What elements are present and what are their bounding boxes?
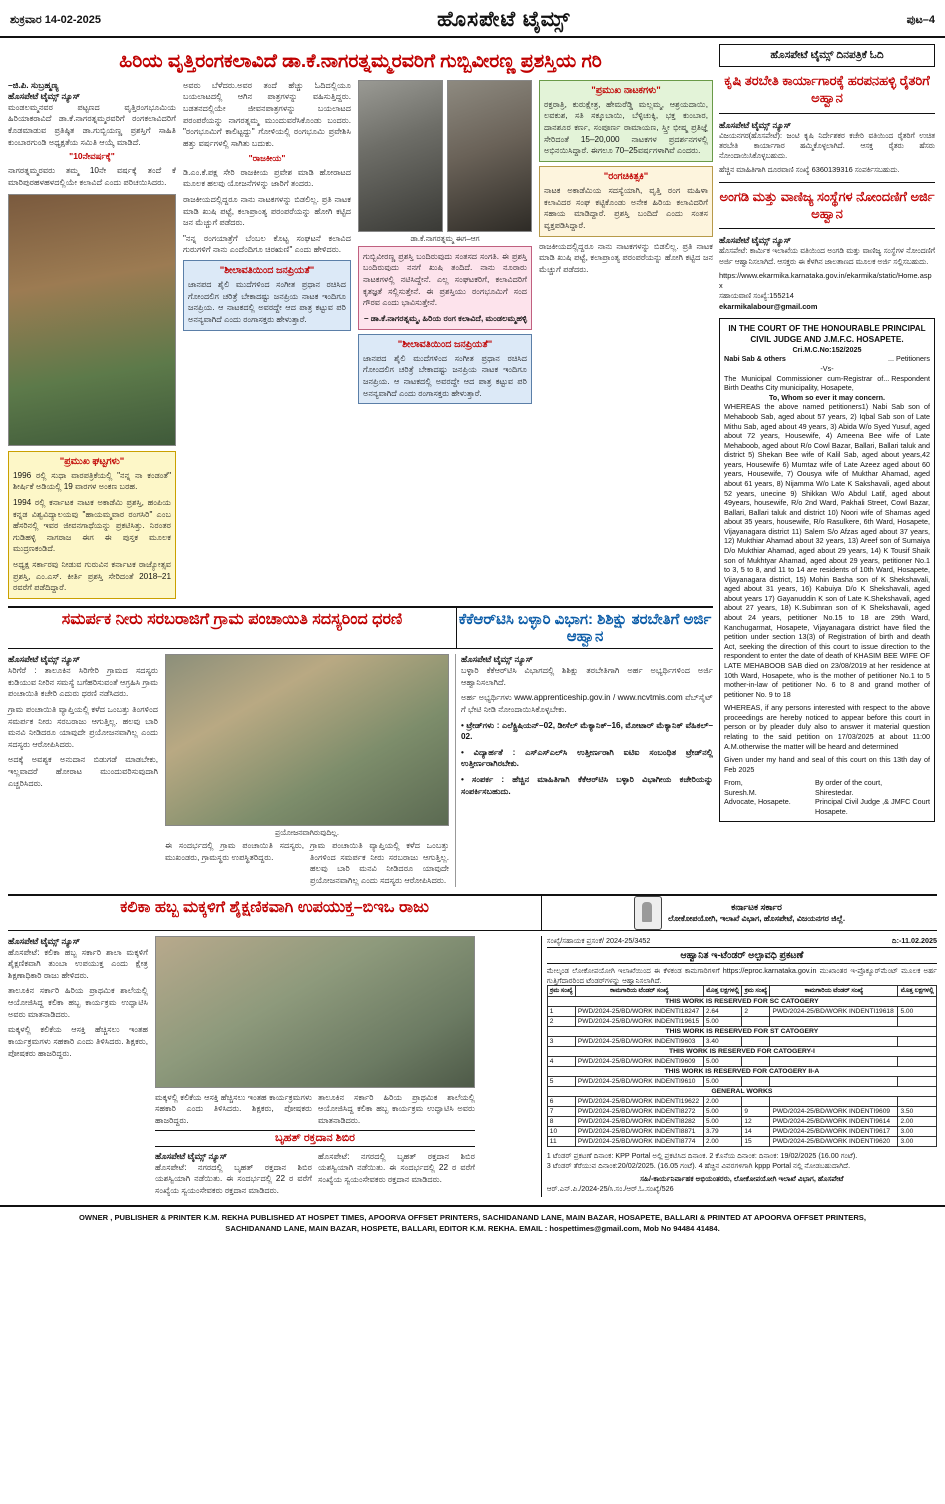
tender-header-row	[547, 986, 936, 997]
court-from-name: Suresh.M.	[724, 787, 757, 797]
cell-work2	[770, 1097, 898, 1107]
quote-text: ಗುಬ್ಬಿವೀರಣ್ಣ ಪ್ರಶಸ್ತಿ ಬಂದಿರುವುದು ಸಂತಸದ ಸಂಗತಿ. ಈ ಪ್ರಶಸ್ತಿ ಬಂದಿರುವುದು ನನಗೆ ಖುಷಿ ತಂದಿದೆ. ನಾನು ನೂರಾರು ನಾಟಕಗಳಲ್ಲಿ ನಟಿಸಿದ್ದೇನೆ. ಎಲ್ಲ ಸಂಘಟಕರಿಗೆ, ಕಲಾವಿದರಿಗೆ ಕೃತಜ್ಞತೆ ಸಲ್ಲಿಸುತ್ತೇನೆ. ಈ ಪ್ರಶಸ್ತಿಯು ರಂಗಭೂಮಿಗೆ ಸಂದ ಗೌರವ ಎಂದು ಭಾವಿಸುತ್ತೇನೆ.	[363, 251, 527, 308]
milestones-line2: 1994 ರಲ್ಲಿ ಕರ್ನಾಟಕ ನಾಟಕ ಅಕಾಡೆಮಿ ಪ್ರಶಸ್ತಿ, ಹಂಪಿಯ ಕನ್ನಡ ವಿಶ್ವವಿದ್ಯಾಲಯವು "ಹಾಯಮ್ಮವಾರ ರಂಗಸಿರಿ" ಎಂಬ ಹೆಸರಿನಲ್ಲಿ ಇವರ ಜೀವನಗಾಥೆಯನ್ನು ಪ್ರಕಟಿಸಿತ್ತು. ನಿರಂತರ ಗುಡಿಹಳ್ಳಿ ನಾಗರಾಜ ಈಗ ಈ ಪುಸ್ತಕ ಮೂಲಕ ಮುದ್ರಣಕಂಡಿದೆ.	[13, 497, 171, 554]
lead-col-3	[358, 80, 532, 599]
cell-sl: 3	[547, 1037, 575, 1047]
shop-ad-title: ಅಂಗಡಿ ಮತ್ತು ವಾಣಿಜ್ಯ ಸಂಸ್ಥೆಗಳ ನೋಂದಣಿಗೆ ಅರ್ಜಿ ಅಹ್ವಾನ	[719, 188, 935, 221]
table-row	[547, 1127, 936, 1137]
tender-ref-no: ಸಂಖ್ಯೆ/ಸಹಾಯಕ ಪ್ರಸಂಕೆ/ 2024-25/3452	[546, 935, 651, 945]
table-row	[547, 1057, 936, 1067]
rangachikitsaki-box	[539, 166, 713, 237]
shilavathi-text: ಜಾನಪದ ಶೈಲಿ ಮುದೆಗಳಿಂದ ಸಂಗೀತ ಪ್ರಧಾನ ರಚಿಸಿದ ಗೋಂದಲಿಗ ಚರಿತ್ರೆ ಬೇಕಾದಷ್ಟು ಜನಪ್ರಿಯ ನಾಟಕ ಇಂದಿಗೂ ಜನಪ್ರಿಯ. ಆ ನಾಟಕದಲ್ಲಿ ಅವರದ್ದೇ ಆದ ಪಾತ್ರ ಕಟ್ಟುವ ಪರಿ ಅನನ್ಯವಾಗಿದೆ ಎಂದು ರಂಗಾಸಕ್ತರು ಹೇಳುತ್ತಾರೆ.	[363, 353, 527, 398]
cell-work: PWD/2024-25/BD/WORK INDENTI18247	[575, 1007, 703, 1017]
lead-col-1	[8, 80, 176, 599]
bottom-story-title: ಕಲಿಕಾ ಹಬ್ಬ ಮಕ್ಕಳಿಗೆ ಶೈಕ್ಷಣಿಕವಾಗಿ ಉಪಯುಕ್ತ–ಬಿಇಒ ರಾಜು	[120, 898, 429, 916]
cell-amt: 5.00	[703, 1107, 742, 1117]
page-body	[0, 38, 945, 887]
apprentice-story	[455, 654, 713, 887]
shop-ad-text: ಹೊಸಪೇಟೆ: ಕಾರ್ಮಿಕ ಇಲಾಖೆಯ ವತಿಯಿಂದ ಅಂಗಡಿ ಮತ್ತು ವಾಣಿಜ್ಯ ಸಂಸ್ಥೆಗಳ ನೋಂದಣಿಗೆ ಅರ್ಜಿ ಆಹ್ವಾನಿಸಲಾಗಿದೆ. ಆಸಕ್ತರು ಈ ಕೆಳಗಿನ ಜಾಲತಾಣದ ಮೂಲಕ ಅರ್ಜಿ ಸಲ್ಲಿಸಬಹುದು.	[719, 246, 935, 266]
cell-amt: 2.00	[703, 1137, 742, 1147]
agri-ad-text: ವಿಜಯನಗರ(ಹೊಸಪೇಟೆ): ಜಂಟಿ ಕೃಷಿ ನಿರ್ದೇಶಕರ ಕಚೇರಿ ವತಿಯಿಂದ ರೈತರಿಗೆ ಉಚಿತ ತರಬೇತಿ ಕಾರ್ಯಾಗಾರ ಹಮ್ಮಿಕೊಳ್ಳಲಾಗಿದೆ. ಆಸಕ್ತ ರೈತರು ಹೆಸರು ನೋಂದಾಯಿಸಿಕೊಳ್ಳಬಹುದು.	[719, 130, 935, 161]
cell-amt: 2.00	[703, 1097, 742, 1107]
cell-work2	[770, 1077, 898, 1087]
blood-text-dup: ಹೊಸಪೇಟೆ: ನಗರದಲ್ಲಿ ಬೃಹತ್ ರಕ್ತದಾನ ಶಿಬಿರ ಯಶಸ್ವಿಯಾಗಿ ನಡೆಯಿತು. ಈ ಸಂದರ್ಭದಲ್ಲಿ 22 ರ ವರೆಗೆ ಸಂಖ್ಯೆಯ ಸ್ವಯಂಸೇವಕರು ರಕ್ತದಾನ ಮಾಡಿದರು.	[318, 1151, 475, 1185]
band-st: THIS WORK IS RESERVED FOR ST CATOGERY	[547, 1027, 936, 1037]
bottom-text2: ತಾಲೂಕಿನ ಸರ್ಕಾರಿ ಹಿರಿಯ ಪ್ರಾಥಮಿಕ ಶಾಲೆಯಲ್ಲಿ ಆಯೋಜಿಸಿದ್ದ ಕಲಿಕಾ ಹಬ್ಬ ಕಾರ್ಯಕ್ರಮ ಉದ್ಘಾಟಿಸಿ ಅವರು ಮಾತನಾಡಿದರು.	[8, 986, 148, 1019]
ranga-box-title: "ಶೀಲಾವತಿಯಿಂದ ಜನಪ್ರಿಯತೆ"	[219, 265, 315, 277]
cell-sl2: 15	[742, 1137, 770, 1147]
bottom-section	[0, 894, 945, 1197]
cell-amt: 5.00	[703, 1017, 742, 1027]
cell-amt: 5.00	[703, 1057, 742, 1067]
cell-amt2	[898, 1077, 937, 1087]
court-vs: -Vs-	[820, 364, 834, 374]
ranga-box-text: ಜಾನಪದ ಶೈಲಿ ಮುದೆಗಳಿಂದ ಸಂಗೀತ ಪ್ರಧಾನ ರಚಿಸಿದ ಗೋಂದಲಿಗ ಚರಿತ್ರೆ ಬೇಕಾದಷ್ಟು ಜನಪ್ರಿಯ ನಾಟಕ ಇಂದಿಗೂ ಜನಪ್ರಿಯ. ಆ ನಾಟಕದಲ್ಲಿ ಅವರದ್ದೇ ಆದ ಪಾತ್ರ ಕಟ್ಟುವ ಪರಿ ಅನನ್ಯವಾಗಿದೆ ಎಂದು ರಂಗಾಸಕ್ತರು ಹೇಳುತ್ತಾರೆ.	[188, 280, 346, 324]
masthead-title: ಹೊಸಪೇಟೆ ಟೈಮ್ಸ್	[437, 8, 571, 31]
cell-amt: 3.40	[703, 1037, 742, 1047]
lead-col2-text2: ಡಿ.ಎಂ.ಕೆ.ಪಕ್ಷ ಸೇರಿ ರಾಜಕೀಯ ಪ್ರವೇಶ ಮಾಡಿ ಹೋರಾಟದ ಮೂಲಕ ಹಲವು ಯೋಜನೆಗಳನ್ನು ಜಾರಿಗೆ ತಂದರು.	[183, 167, 351, 189]
agri-ad-dateline: ಹೊಸಪೇಟೆ ಟೈಮ್ಸ್ ನ್ಯೂಸ್	[719, 119, 792, 130]
shop-ad-dateline: ಹೊಸಪೇಟೆ ಟೈಮ್ಸ್ ನ್ಯೂಸ್	[719, 235, 792, 246]
band-general: GENERAL WORKS	[547, 1087, 936, 1097]
table-row	[547, 1077, 936, 1087]
cell-amt2: 3.00	[898, 1127, 937, 1137]
milestones-line1: 1996 ರಲ್ಲಿ ಸುಧಾ ವಾರಪತ್ರಿಕೆಯಲ್ಲಿ "ನನ್ನ ನಾ ಕಂಡಂತೆ" ಶೀರ್ಷಿಕೆ ಅಡಿಯಲ್ಲಿ 19 ವಾರಗಳ ಅಂಕಣ ಬರಹ.	[13, 470, 171, 492]
rangachikitsaki-text: ನಾಟಕ ಅಕಾಡೆಮಿಯ ಸದಸ್ಯೆಯಾಗಿ, ವೃತ್ತಿ ರಂಗ ಮಹಿಳಾ ಕಲಾವಿದರ ಸಂಘ ಕಟ್ಟಿಕೊಂಡು ಅನೇಕ ಹಿರಿಯ ಕಲಾವಿದರಿಗೆ ಸಹಾಯ ಮಾಡಿದ್ದಾರೆ. ಪ್ರಶಸ್ತಿ ಬಂದಿದೆ ಎಂದು ಸಂತಸ ವ್ಯಕ್ತಪಡಿಸಿದ್ದಾರೆ.	[544, 185, 708, 230]
portrait-young	[358, 80, 443, 232]
bottom-dateline: ಹೊಸಪೇಟೆ ಟೈಮ್ಸ್ ನ್ಯೂಸ್	[8, 935, 81, 946]
band-sc: THIS WORK IS RESERVED FOR SC CATOGERY	[547, 997, 936, 1007]
shop-ad-url[interactable]: https://www.ekarmika.karnataka.gov.in/ekarmika/static/Home.aspx	[719, 270, 932, 291]
cell-sl: 11	[547, 1137, 575, 1147]
mid-story	[8, 654, 449, 887]
cell-amt2	[898, 1057, 937, 1067]
th-sl-2: ಕ್ರಮ ಸಂಖ್ಯೆ	[742, 986, 770, 997]
footer-line-2: SACHIDANAND LANE, MAIN BAZAR, HOSPETE, BALLARI, EDITOR K.M. REKHA. EMAIL : hospettimes@gmail.com, Mob No 94484 41484.	[225, 1224, 720, 1234]
court-case-no: Cri.M.C.No:152/2025	[792, 344, 862, 354]
apprentice-dateline: ಹೊಸಪೇಟೆ ಟೈಮ್ಸ್ ನ್ಯೂಸ್	[461, 654, 534, 664]
cell-sl2: 2	[742, 1007, 770, 1017]
footer-line-1: OWNER , PUBLISHER & PRINTER K.M. REKHA PUBLISHED AT HOSPET TIMES, APOORVA OFFSET PRINTERS, SACHIDANAND LANE, MAIN BAZAR, HOSAPETE, BALLARI & PRINTED AT APOORVA OFFSET PRINTERS,	[79, 1212, 866, 1222]
bottom-text3: ಮಕ್ಕಳಲ್ಲಿ ಕಲಿಕೆಯ ಆಸಕ್ತಿ ಹೆಚ್ಚಿಸಲು ಇಂತಹ ಕಾರ್ಯಕ್ರಮಗಳು ಸಹಕಾರಿ ಎಂದು ತಿಳಿಸಿದರು. ಶಿಕ್ಷಕರು, ಪೋಷಕರು ಹಾಜರಿದ್ದರು.	[8, 1025, 148, 1058]
apprentice-text4: • ವಿದ್ಯಾರ್ಹತೆ : ಎಸ್‌ಎಸ್‌ಎಲ್‌ಸಿ ಉತ್ತೀರ್ಣರಾಗಿ ಐಟಿಐ ಸಂಬಂಧಿತ ಟ್ರೇಡ್‌ನಲ್ಲಿ ಉತ್ತೀರ್ಣರಾಗಿರಬೇಕು.	[461, 747, 713, 769]
cell-amt: 2.64	[703, 1007, 742, 1017]
lead-col-4	[539, 80, 713, 599]
court-from: From,	[724, 778, 743, 788]
portrait-caption: ಡಾ.ಕೆ.ನಾಗರತ್ನಮ್ಮ ಈಗ–ಆಗ	[410, 233, 480, 243]
th-amt-2: ಮೊತ್ತ ಲಕ್ಷಗಳಲ್ಲಿ	[898, 986, 937, 997]
cell-amt2: 5.00	[898, 1007, 937, 1017]
mid-dateline: ಹೊಸಪೇಟೆ ಟೈಮ್ಸ್ ನ್ಯೂಸ್	[8, 654, 81, 664]
cell-work2	[770, 1017, 898, 1027]
lead-col2-text3: ರಾಜಕೀಯದಲ್ಲಿದ್ದರೂ ನಾನು ನಾಟಕಗಳನ್ನು ಬಿಡಲಿಲ್ಲ. ಪ್ರತಿ ನಾಟಕ ಮಾಡಿ ಖುಷಿ ಪಟ್ಟೆ, ಕಲಾಪ್ರಾಂತ್ಯ ಪರಂಪರೆಯನ್ನು ಹೋಗಿ ಕಟ್ಟಿದ ಜನ ಮೆಚ್ಚುಗೆ ಪಡೆದರು.	[183, 194, 351, 228]
mid-text1: ಸಿರಿಗೆರೆ : ತಾಲೂಕಿನ ಸಿರಿಗೇರಿ ಗ್ರಾಮದ ಸದಸ್ಯರು ಕುಡಿಯುವ ನೀರಿನ ಸಮಸ್ಯೆ ಬಗೆಹರಿಸುವಂತೆ ಆಗ್ರಹಿಸಿ ಗ್ರಾಮ ಪಂಚಾಯಿತಿ ಕಚೇರಿ ಎದುರು ಧರಣಿ ನಡೆಸಿದರು.	[8, 666, 158, 699]
page-footer	[0, 1205, 945, 1243]
cell-sl2	[742, 1057, 770, 1067]
cell-work2: PWD/2024-25/BD/WORK INDENTI9614	[770, 1117, 898, 1127]
shilavathi-title: "ಶೀಲಾವತಿಯಿಂದ ಜನಪ್ರಿಯತೆ"	[397, 338, 493, 350]
subscribe-banner[interactable]: ಹೊಸಪೇಟೆ ಟೈಮ್ಸ್ ದಿನಪತ್ರಿಕೆ ಓದಿ	[719, 44, 935, 67]
tender-notice-sub: ಮೇಲ್ಕಂಡ ಲೋಕೋಪಯೋಗಿ ಇಲಾಖೆಯಿಂದ ಈ ಕೆಳಕಂಡ ಕಾಮಗಾರಿಗಳಿಗೆ https://eproc.karnataka.gov.in ಮುಖಾಂತರ ಇ-ಪ್ರೊಕ್ಯೂರ್‌ಮೆಂಟ್ ಮೂಲಕ ಅರ್ಹ ಗುತ್ತಿಗೆದಾರರಿಂದ ಟೆಂಡರ್‌ಗಳನ್ನು ಆಹ್ವಾನಿಸಲಾಗಿದೆ.	[546, 966, 937, 985]
court-body-1: WHEREAS the above named petitioners1) Nabi Sab son of Mehaboob Sab, aged about 57 years, 2) Iqbal Sab son of Late Mithu Sab, aged about 49 years, 3) Abida W/o Syed Yusuf, aged about 72 years, Housewife, 4) Ameena Bee wife of Late Mehaboob, aged about R/o Cowl Bazar, Ballari, Ballari taluk and district 5) Shekan Bee wife of Kalil Sab, aged about years,42 years, Housewife 6) Mumtaz wife of Late Azeez aged about 60 years, Housewife, 7) Oousya wife of Mukthar Ahamad, aged about 61 years, 8) Nijamma W/o Late K Sakshavali, aged about 52 years, unecine 9) Shikkan W/o Abdul Latif, aged about 49years, housewife, R/o 2nd Ward, Pakhali Street, Cowl Bazar, Ballari, Ballari taluk and district 10) Noori wife of Shamas aged about 35 years, housewife, R/o Rasulkere, 6th Ward, Hosapete, Vijayanagara district 11) Salem S/o Afzas aged about 37 years, 12) Mukthiar Ahamad about 32 years, 13) Areef son of Sumaiya D/o Mukthiar Ahamad, aged about 29 years, 14) K Tousif Shaik son of Mukhtyar Ahamad, aged about 29 years, petitioner No.1 to 3, 5 to 8, and 11 to 14 are residents of 10th Ward, Hosapete, Vijayanagara district, 15) Mohin Basha son of K Shekshavali, aged about 31 years, 16) Kabuiya D/o K Shekshavali, aged about years 17) Gayanuddin K son of Late K.Shekshavali, aged about 27 years, 18) K.Subimran son of K Shekshavali, aged about 24 years, petitioner No.15 to 18 are 29th Ward, Kanchugarmat, Hosapete, Vijayanagara district have filed the petition under section 13(3) of Registration of birth and death Act, seeking the direction of this court to issue direction to the respondent to enter the date of death of KHASIM BEE WIFE OF LATE MEHABOOB SAB died on 23/08/2019 at her residence at 10th Ward, Hosapete, who is the mother of petitioner No.1 to 5 mother-in-law of petitioner No. 6 to 8 and grand mother of petitioner No. 9 to 18	[724, 402, 930, 699]
tender-footnote-3: ಸಹಿ/-ಕಾರ್ಯನಿರ್ವಾಹಕ ಅಭಿಯಂತರರು, ಲೋಕೋಪಯೋಗಿ ಇಲಾಖೆ ವಿಭಾಗ, ಹೊಸಪೇಟೆ	[640, 1174, 844, 1184]
court-petitioner-label: ... Petitioners	[888, 354, 930, 364]
shop-ad-phone: ಸಹಾಯವಾಣಿ ಸಂಖ್ಯೆ:155214	[719, 291, 794, 301]
lead-photo-drama	[8, 194, 176, 446]
table-row	[547, 1037, 936, 1047]
cell-work2: PWD/2024-25/BD/WORK INDENTI9617	[770, 1127, 898, 1137]
right-rail	[719, 44, 935, 887]
cell-work: PWD/2024-25/BD/WORK INDENTI8282	[575, 1117, 703, 1127]
mid-text2-dup: ಗ್ರಾಮ ಪಂಚಾಯಿತಿ ವ್ಯಾಪ್ತಿಯಲ್ಲಿ ಕಳೆದ ಒಂಬತ್ತು ತಿಂಗಳಿಂದ ಸಮರ್ಪಕ ನೀರು ಸರಬರಾಜು ಆಗುತ್ತಿಲ್ಲ. ಹಲವು ಬಾರಿ ಮನವಿ ನೀಡಿದರೂ ಯಾವುದೇ ಪ್ರಯೋಜನವಾಗಿಲ್ಲ ಎಂದು ಸದಸ್ಯರು ಆರೋಪಿಸಿದರು.	[310, 841, 449, 885]
mid-text3: ಅದಕ್ಕೆ ಅವಶ್ಯಕ ಅನುದಾನ ಬಿಡುಗಡೆ ಮಾಡಬೇಕು, ಇಲ್ಲವಾದರೆ ಹೋರಾಟ ಮುಂದುವರಿಸುವುದಾಗಿ ಎಚ್ಚರಿಸಿದರು.	[8, 755, 158, 788]
shilavathi-box	[358, 334, 532, 405]
cell-amt2	[898, 1017, 937, 1027]
table-row	[547, 1017, 936, 1027]
cell-sl2	[742, 1037, 770, 1047]
cell-work: PWD/2024-25/BD/WORK INDENTI19615	[575, 1017, 703, 1027]
protest-photo	[165, 654, 449, 826]
cell-amt2: 3.00	[898, 1137, 937, 1147]
ranga-box	[183, 260, 351, 331]
cell-sl2	[742, 1017, 770, 1027]
cell-sl: 2	[547, 1017, 575, 1027]
quote-box	[358, 246, 532, 330]
cell-work2	[770, 1037, 898, 1047]
cell-work2: PWD/2024-25/BD/WORK INDENTI9609	[770, 1107, 898, 1117]
portrait-old	[447, 80, 532, 232]
milestones-title: "ಪ್ರಮುಖ ಘಟ್ಟಗಳು"	[59, 455, 125, 467]
court-order-name: Shirestedar.	[815, 787, 854, 797]
milestones-line3: ಅಧ್ಯಕ್ಷ ಸರ್ಕಾರವು ನೀಡುವ ಗುರುವಿನ ಕರ್ನಾಟಕ ರಾಜ್ಯೋತ್ಸವ ಪ್ರಶಸ್ತಿ, ಎಂ.ಎಸ್. ಕೀರ್ತಿ ಪ್ರಶಸ್ತಿ ಸೇರಿದಂತೆ 2018–21 ರವರೆಗೆ ಪಡೆದಿದ್ದಾರೆ.	[13, 560, 171, 593]
bottom-text1: ಹೊಸಪೇಟೆ: ಕಲಿಕಾ ಹಬ್ಬ ಸರ್ಕಾರಿ ಶಾಲಾ ಮಕ್ಕಳಿಗೆ ಶೈಕ್ಷಣಿಕವಾಗಿ ತುಂಬಾ ಉಪಯುಕ್ತ ಎಂದು ಕ್ಷೇತ್ರ ಶಿಕ್ಷಣಾಧಿಕಾರಿ ರಾಜು ಹೇಳಿದರು.	[8, 947, 148, 980]
main-content	[8, 44, 713, 887]
court-body-3: Given under my hand and seal of this court on this 13th day of Feb 2025	[724, 755, 930, 774]
rangachikitsaki-title: "ರಂಗಚಿಕಿತ್ಸಕಿ"	[603, 170, 649, 182]
plays-title: "ಪ್ರಮುಖ ನಾಟಕಗಳು"	[591, 84, 661, 96]
mid-text2: ಗ್ರಾಮ ಪಂಚಾಯಿತಿ ವ್ಯಾಪ್ತಿಯಲ್ಲಿ ಕಳೆದ ಒಂಬತ್ತು ತಿಂಗಳಿಂದ ಸಮರ್ಪಕ ನೀರು ಸರಬರಾಜು ಆಗುತ್ತಿಲ್ಲ. ಹಲವು ಬಾರಿ ಮನವಿ ನೀಡಿದರೂ ಯಾವುದೇ ಪ್ರಯೋಜನವಾಗಿಲ್ಲ ಎಂದು ಸದಸ್ಯರು ಆರೋಪಿಸಿದರು.	[8, 704, 158, 749]
bottom-text2-dup: ತಾಲೂಕಿನ ಸರ್ಕಾರಿ ಹಿರಿಯ ಪ್ರಾಥಮಿಕ ಶಾಲೆಯಲ್ಲಿ ಆಯೋಜಿಸಿದ್ದ ಕಲಿಕಾ ಹಬ್ಬ ಕಾರ್ಯಕ್ರಮ ಉದ್ಘಾಟಿಸಿ ಅವರು ಮಾತನಾಡಿದರು.	[318, 1092, 475, 1125]
lead-headline: ಹಿರಿಯ ವೃತ್ತಿರಂಗಕಲಾವಿದೆ ಡಾ.ಕೆ.ನಾಗರತ್ನಮ್ಮರವರಿಗೆ ಗುಬ್ಬಿವೀರಣ್ಣ ಪ್ರಶಸ್ತಿಯ ಗರಿ	[119, 51, 602, 72]
lead-dateline: ಹೊಸಪೇಟೆ ಟೈಮ್ಸ್ ನ್ಯೂಸ್	[8, 90, 81, 101]
agri-ad-title: ಕೃಷಿ ತರಬೇತಿ ಕಾರ್ಯಾಗಾರಕ್ಕೆ ಹರಪನಹಳ್ಳಿ ರೈತರಿಗೆ ಅಹ್ವಾನ	[724, 73, 930, 105]
court-heading: IN THE COURT OF THE HONOURABLE PRINCIPAL CIVIL JUDGE AND J.M.F.C. HOSAPETE.	[728, 323, 926, 344]
court-from-role: Advocate, Hosapete.	[724, 797, 791, 807]
cell-work: PWD/2024-25/BD/WORK INDENTI8774	[575, 1137, 703, 1147]
cell-sl: 5	[547, 1077, 575, 1087]
blood-donation-title: ಬೃಹತ್ ರಕ್ತದಾನ ಶಿಬಿರ	[155, 1130, 475, 1146]
cell-sl2: 14	[742, 1127, 770, 1137]
mid-story-title: ಸಮರ್ಪಕ ನೀರು ಸರಬರಾಜಿಗೆ ಗ್ರಾಮ ಪಂಚಾಯಿತಿ ಸದಸ್ಯರಿಂದ ಧರಣಿ	[61, 611, 403, 628]
band-cat2a: THIS WORK IS RESERVED FOR CATOGERY II-A	[547, 1067, 936, 1077]
portrait-pair	[358, 80, 532, 232]
band-cat1: THIS WORK IS RESERVED FOR CATOGERY-I	[547, 1047, 936, 1057]
cell-sl: 10	[547, 1127, 575, 1137]
tender-notice-title: ಆಹ್ವಾನಿತ ಇ-ಟೆಂಡರ್ ಅಲ್ಪಾವಧಿ ಪ್ರಕಟಣೆ	[547, 947, 937, 964]
cell-sl: 6	[547, 1097, 575, 1107]
shop-ad-email[interactable]: ekarmikalabour@gmail.com	[719, 301, 818, 311]
masthead-page-number: ಪುಟ–4	[906, 13, 935, 26]
lead-sub2: "ರಾಜಕೀಯ"	[248, 152, 286, 163]
cell-sl2	[742, 1077, 770, 1087]
lead-sub1: "10ನೇವರ್ಷಕ್ಕೆ"	[69, 151, 115, 162]
blood-dateline: ಹೊಸಪೇಟೆ ಟೈಮ್ಸ್ ನ್ಯೂಸ್	[155, 1150, 228, 1161]
learning-festival-photo	[155, 936, 475, 1088]
tender-gov-line2: ಲೋಕೋಪಯೋಗಿ, ಇಲಾಖೆ ವಿಭಾಗ, ಹೊಸಪೇಟೆ, ವಿಜಯನಗರ ಜಿಲ್ಲೆ.	[667, 914, 846, 924]
tender-date: ದಿ:-11.02.2025	[891, 935, 937, 945]
table-row	[547, 1097, 936, 1107]
milestones-box	[8, 451, 176, 599]
plays-text: ರಕ್ತರಾತ್ರಿ, ಕುರುಕ್ಷೇತ್ರ, ಹೇಮರೆಡ್ಡಿ ಮಲ್ಲಮ್ಮ, ಆಶ್ರಯದಾಯಿ, ಲವಕುಶ, ಸತಿ ಸಕ್ಕೂಬಾಯಿ, ಬೆಳ್ಳಿಚುಕ್ಕಿ, ಭಕ್ತ ಕುಂಬಾರ, ದಾನಶೂರ ಕರ್ಣ, ಸಂಪೂರ್ಣ ರಾಮಾಯಣ, ಸ್ತ್ರೀ ಭೀಷ್ಮ ಪ್ರತಿಜ್ಞೆ ಸೇರಿದಂತೆ 15–20,000 ನಾಟಕಗಳ ಪ್ರದರ್ಶನಗಳಲ್ಲಿ ಅಭಿನಯಿಸಿದ್ದಾರೆ. ಈಗಲೂ 70–25ವರ್ಷಗಳಾಗಿವೆ ಎಂದರು.	[544, 99, 708, 156]
tender-gov-line1: ಕರ್ನಾಟಕ ಸರ್ಕಾರ	[731, 901, 782, 912]
cell-work: PWD/2024-25/BD/WORK INDENTI8272	[575, 1107, 703, 1117]
cell-sl2: 12	[742, 1117, 770, 1127]
plays-box	[539, 80, 713, 162]
table-row	[547, 1107, 936, 1117]
agri-ad	[719, 73, 935, 176]
court-petitioner: Nabi Sab & others	[724, 354, 786, 364]
th-sl-1: ಕ್ರಮ ಸಂಖ್ಯೆ	[547, 986, 575, 997]
cell-sl: 7	[547, 1107, 575, 1117]
lead-col-2	[183, 80, 351, 599]
mid-section-band	[8, 606, 713, 649]
lead-col1-text2: ನಾಗರತ್ನಮ್ಮರವರು ತಮ್ಮ 10ನೇ ವರ್ಷಕ್ಕೆ ತಂದೆ ಕೆ ಮಾರಿಪುರಹಳಹಳದಲ್ಲಿಯೇ ಕಲಾವಿದೆ ಎಂದು ಪರಿಚಯಿಸಿದರು.	[8, 166, 176, 187]
masthead	[0, 0, 945, 38]
table-row	[547, 1007, 936, 1017]
bottom-row	[8, 936, 937, 1197]
lead-col2-text4: "ನನ್ನ ರಂಗಯಾತ್ರೆಗೆ ಬೆಂಬಲ ಕೊಟ್ಟ ಸಂಘಟನೆ ಕಲಾವಿದ ಗುರುಗಳಿಗೆ ನಾನು ಎಂದೆಂದಿಗೂ ಚಿರಋಣಿ" ಎಂದು ಹೇಳಿದರು.	[183, 233, 351, 255]
cell-work: PWD/2024-25/BD/WORK INDENTI8871	[575, 1127, 703, 1137]
apprentice-text3: • ಟ್ರೇಡ್‌ಗಳು : ಎಲೆಕ್ಟ್ರಿಷಿಯನ್–02, ಡೀಸೆಲ್ ಮೆಕ್ಯಾನಿಕ್–16, ಮೋಟಾರ್ ಮೆಕ್ಯಾನಿಕ್ ವೆಹಿಕಲ್–02.	[461, 720, 713, 742]
shop-registration-ad	[719, 189, 935, 312]
court-order-role: Principal Civil Judge ,& JMFC Court Hosapete.	[815, 797, 930, 817]
cell-work: PWD/2024-25/BD/WORK INDENTI9603	[575, 1037, 703, 1047]
th-work-2: ಕಾಮಗಾರಿಯ ಟೆಂಡರ್ ಸಂಖ್ಯೆ	[770, 986, 898, 997]
quote-attribution: – ಡಾ.ಕೆ.ನಾಗರತ್ನಮ್ಮ, ಹಿರಿಯ ರಂಗ ಕಲಾವಿದೆ, ಮಂಡಲಮ್ಮಹಳ್ಳಿ	[363, 313, 527, 323]
cell-work2	[770, 1057, 898, 1067]
cell-work: PWD/2024-25/BD/WORK INDENTI9610	[575, 1077, 703, 1087]
tender-footnote-1: 1 ಟೆಂಡರ್ ಪ್ರಕಟಣೆ ದಿನಾಂಕ: KPP Portal ಅಲ್ಲಿ ಪ್ರಕಟಿಸಿದ ದಿನಾಂಕ. 2 ಕೊನೆಯ ದಿನಾಂಕ: ದಿನಾಂಕ: 19/02/2025 (16.00 ಗಂಟೆ).	[546, 1151, 858, 1161]
cell-work: PWD/2024-25/BD/WORK INDENTI19622	[575, 1097, 703, 1107]
apprentice-text2: ಅರ್ಹ ಅಭ್ಯರ್ಥಿಗಳು www.apprenticeship.gov.in / www.ncvtmis.com ವೆಬ್‌ಸೈಟ್‌ ಗೆ ಭೇಟಿ ನೀಡಿ ನೋಂದಾಯಿಸಿಕೊಳ್ಳಬೇಕು.	[461, 693, 713, 714]
cell-sl: 1	[547, 1007, 575, 1017]
protest-caption: ಪ್ರಯೋಜನವಾಗಿರುವುದಿಲ್ಲ.	[274, 828, 340, 837]
cell-amt2	[898, 1097, 937, 1107]
mid-section	[8, 654, 713, 887]
agri-ad-contact: ಹೆಚ್ಚಿನ ಮಾಹಿತಿಗಾಗಿ ದೂರವಾಣಿ ಸಂಖ್ಯೆ 6360139316 ಸಂಪರ್ಕಿಸಬಹುದು.	[719, 165, 900, 175]
lead-col2-text: ಅವರು ಬೆಳೆದರು.ಅವರ ತಂದೆ ಹೆಚ್ಚು ಓದಿದಲ್ಲಿಯೂ ಬಯಲಾಟದಲ್ಲಿ ಆಗಿನ ಪಾತ್ರಗಳನ್ನು ವಹಿಸುತ್ತಿದ್ದರು. ಬಡತನದಲ್ಲಿಯೇ ಜೀವನಪಾತ್ರಗಳನ್ನು ಬಯಲಾಟದ ಪರಂಪರೆಯನ್ನು ನಾಗರತ್ನಮ್ಮ ಮುಂದುವರೆಸಿಕೊಂಡು ಬಂದರು. "ರಂಗಭೂಮಿಗೆ ಕಾಲಿಟ್ಟದ್ದು" ಗೋಳಿಯಲ್ಲಿ ರಂಗಭೂಮಿ ಪ್ರವೇಶಿಸಿ ಹತ್ತು ವರ್ಷಗಳಲ್ಲಿ ಸಾಗಿತು ಬದುಕು.	[183, 80, 351, 148]
apprentice-title: ಕೆಕೆಆರ್‌ಟಿಸಿ ಬಳ್ಳಾರಿ ವಿಭಾಗ: ಶಿಶಿಕ್ಷು ತರಬೇತಿಗೆ ಅರ್ಜಿ ಆಹ್ವಾನ	[458, 611, 712, 645]
court-respondent-label: ... Respondent	[883, 373, 930, 383]
court-order-by: By order of the court,	[815, 778, 883, 788]
cell-work2: PWD/2024-25/BD/WORK INDENTI9620	[770, 1137, 898, 1147]
cell-amt2: 3.50	[898, 1107, 937, 1117]
cell-amt: 3.79	[703, 1127, 742, 1137]
cell-amt: 5.00	[703, 1077, 742, 1087]
tender-notice	[541, 936, 937, 1197]
th-amt-1: ಮೊತ್ತ ಲಕ್ಷಗಳಲ್ಲಿ	[703, 986, 742, 997]
tender-footnote-2: 3 ಟೆಂಡರ್ ತೆರೆಯುವ ದಿನಾಂಕ:20/02/2025. (16.05 ಗಂಟೆ). 4 ಹೆಚ್ಚಿನ ವಿವರಗಳಿಗಾಗಿ kppp Portal ನಲ್ಲಿ ನೋಡಬಹುದಾಗಿದೆ.	[546, 1160, 851, 1170]
apprentice-text1: ಬಳ್ಳಾರಿ ಕೆಕೆಆರ್‌ಟಿಸಿ ವಿಭಾಗದಲ್ಲಿ ಶಿಶಿಕ್ಷು ತರಬೇತಿಗಾಗಿ ಅರ್ಹ ಅಭ್ಯರ್ಥಿಗಳಿಂದ ಅರ್ಜಿ ಆಹ್ವಾನಿಸಲಾಗಿದೆ.	[461, 666, 713, 687]
court-respondent: The Municipal Commissioner cum-Registrar of Birth Deaths City municipality, Hosapete,	[724, 373, 884, 393]
masthead-date: ಶುಕ್ರವಾರ 14-02-2025	[10, 13, 102, 26]
court-to-whom: To, Whom so ever it may concern.	[768, 392, 886, 402]
lead-col1-text: ಮಂಡಲಮ್ಮನವರ ಪಟ್ಟಣದ ವೃತ್ತಿರಂಗಭೂಮಿಯ ಹಿರಿಯಾಕರಾವಿದೆ ಡಾ.ಕೆ.ನಾಗರತ್ನಮ್ಮರವರಿಗೆ ರಂಗಕಲಾವಿದರಿಗೆ ಕೊಡಮಾಡುವ ಪ್ರತಿಷ್ಠಿತ ಡಾ.ಗುಬ್ಬಿಯಣ್ಣ ಪ್ರಶಸ್ತಿಗೆ ಸಾಹಿತಿ ಕುಂಬಾರಗುಂಡಿ ಅಧ್ಯಕ್ಷತೆಯ ಸಮಿತಿ ಆಯ್ಕೆ ಮಾಡಿದೆ.	[8, 102, 176, 147]
cell-amt: 5.00	[703, 1117, 742, 1127]
learning-festival-story	[8, 936, 535, 1197]
table-row	[547, 1137, 936, 1147]
cell-sl: 8	[547, 1117, 575, 1127]
cell-sl: 4	[547, 1057, 575, 1067]
tender-footnote-4: ಆರ್.ಎನ್.ಪಿ./2024-25/ಸಿ.ಸಂ./ಆರ್.ಓ.ಸಂಖ್ಯೆ/526	[546, 1184, 674, 1194]
apprentice-text5: • ಸಂಪರ್ಕ : ಹೆಚ್ಚಿನ ಮಾಹಿತಿಗಾಗಿ ಕೆಕೆಆರ್‌ಟಿಸಿ ಬಳ್ಳಾರಿ ವಿಭಾಗೀಯ ಕಚೇರಿಯನ್ನು ಸಂಪರ್ಕಿಸಬಹುದು.	[461, 775, 713, 796]
cell-work2: PWD/2024-25/BD/WORK INDENTI19618	[770, 1007, 898, 1017]
cell-amt2	[898, 1037, 937, 1047]
blood-text: ಹೊಸಪೇಟೆ: ನಗರದಲ್ಲಿ ಬೃಹತ್ ರಕ್ತದಾನ ಶಿಬಿರ ಯಶಸ್ವಿಯಾಗಿ ನಡೆಯಿತು. ಈ ಸಂದರ್ಭದಲ್ಲಿ 22 ರ ವರೆಗೆ ಸಂಖ್ಯೆಯ ಸ್ವಯಂಸೇವಕರು ರಕ್ತದಾನ ಮಾಡಿದರು.	[155, 1162, 312, 1196]
cell-sl2: 9	[742, 1107, 770, 1117]
government-emblem-icon	[634, 896, 662, 930]
mid-text4: ಈ ಸಂದರ್ಭದಲ್ಲಿ ಗ್ರಾಮ ಪಂಚಾಯಿತಿ ಸದಸ್ಯರು, ಮುಖಂಡರು, ಗ್ರಾಮಸ್ಥರು ಉಪಸ್ಥಿತರಿದ್ದರು.	[165, 841, 304, 862]
lead-byline: –ಜಿ.ಪಿ. ಸುಬ್ರಹ್ಮಣ್ಯ	[8, 79, 59, 90]
court-notice	[719, 318, 935, 822]
th-work-1: ಕಾಮಗಾರಿಯ ಟೆಂಡರ್ ಸಂಖ್ಯೆ	[575, 986, 703, 997]
lead-story	[8, 80, 713, 599]
lead-col4-tail: ರಾಜಕೀಯದಲ್ಲಿದ್ದರೂ ನಾನು ನಾಟಕಗಳನ್ನು ಬಿಡಲಿಲ್ಲ. ಪ್ರತಿ ನಾಟಕ ಮಾಡಿ ಖುಷಿ ಪಟ್ಟೆ, ಕಲಾಪ್ರಾಂತ್ಯ ಪರಂಪರೆಯನ್ನು ಹೋಗಿ ಕಟ್ಟಿದ ಜನ ಮೆಚ್ಚುಗೆ ಪಡೆದರು.	[539, 241, 713, 274]
cell-sl2	[742, 1097, 770, 1107]
tender-table	[547, 985, 937, 1147]
table-row	[547, 1117, 936, 1127]
court-body-2: WHEREAS, if any persons interested with respect to the above proceedings are hereby noticed to appear before this court in person or by pleader duly also to answer it material question relating to the said petition on 17/03/2025 at about 11:00 A.M.otherwise the matter will be heard and determined	[724, 703, 930, 751]
cell-amt2: 2.00	[898, 1117, 937, 1127]
bottom-text3-dup: ಮಕ್ಕಳಲ್ಲಿ ಕಲಿಕೆಯ ಆಸಕ್ತಿ ಹೆಚ್ಚಿಸಲು ಇಂತಹ ಕಾರ್ಯಕ್ರಮಗಳು ಸಹಕಾರಿ ಎಂದು ತಿಳಿಸಿದರು. ಶಿಕ್ಷಕರು, ಪೋಷಕರು ಹಾಜರಿದ್ದರು.	[155, 1092, 312, 1125]
cell-work: PWD/2024-25/BD/WORK INDENTI9609	[575, 1057, 703, 1067]
